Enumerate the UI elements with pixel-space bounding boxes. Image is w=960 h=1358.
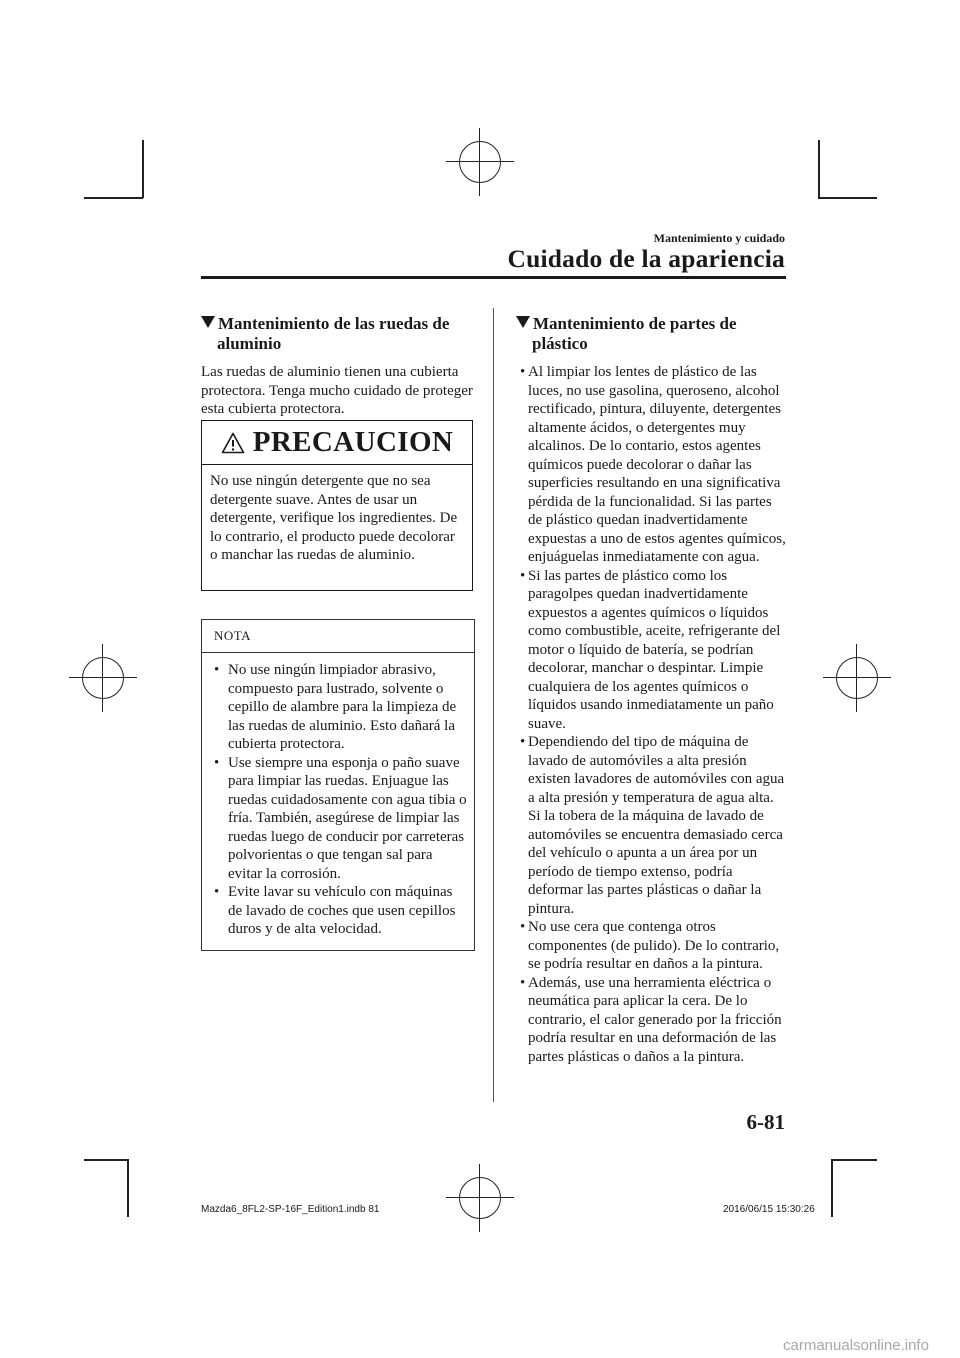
caution-title: PRECAUCION xyxy=(252,426,454,458)
caution-text: No use ningún detergente que no sea detergente suave. Antes de usar un detergente, verifique los ingredientes. De lo contrario, el producto puede decolorar o manchar las ruedas de aluminio. xyxy=(210,473,458,563)
note-item: • No use ningún limpiador abrasivo, compuesto para lustrado, solvente o cepillo de alambre para la limpieza de las ruedas de aluminio. Esto dañará la cubierta protectora. xyxy=(214,662,457,752)
plastic-parts-heading: Mantenimiento de partes de plástico xyxy=(516,314,786,353)
list-item: • Si las partes de plástico como los paragolpes quedan inadvertidamente expuestos a agentes químicos o líquidos como combustible, aceite, refrigerante del motor o líquido de batería, se podrían decolorar, manchar o despintar. Limpie cualquiera de los agentes químicos o líquidos usando inmediatamente un paño suave. xyxy=(520,567,781,732)
registration-mark-icon xyxy=(69,644,137,712)
chapter-title: Cuidado de la apariencia xyxy=(507,244,785,273)
triangle-bullet-icon xyxy=(516,316,530,328)
aluminum-wheels-intro: Las ruedas de aluminio tienen una cubierta protectora. Tenga mucho cuidado de proteger esta cubierta protectora. xyxy=(201,364,473,417)
section-name: Mantenimiento y cuidado xyxy=(653,231,785,245)
crop-mark xyxy=(127,1159,129,1217)
caution-box xyxy=(201,420,473,591)
note-item: • Evite lavar su vehículo con máquinas de lavado de coches que usen cepillos duros y de alta velocidad. xyxy=(214,884,456,937)
note-list xyxy=(202,653,474,939)
crop-mark xyxy=(831,1159,877,1161)
caution-header xyxy=(202,421,472,465)
list-item: • Dependiendo del tipo de máquina de lavado de automóviles a alta presión existen lavadores de automóviles con agua a alta presión y temperatura de agua alta. Si la tobera de la máquina de lavado de automóviles se encuentra demasiado cerca del vehículo o apunta a un área por un período de tiempo extenso, podría deformar las partes plásticas o dañar la pintura. xyxy=(520,734,785,917)
list-item: • Al limpiar los lentes de plástico de las luces, no use gasolina, queroseno, alcohol rectificado, pintura, diluyente, detergentes altamente ácidos, o detergentes muy alcalinos. De lo contario, estos agentes químicos puede decolorar o dañar las superficies resultando en una significativa pérdida de la funcionalidad. Si las partes de plástico quedan inadvertidamente expuestas a uno de estos agentes químicos, enjuáguelas inmediatamente con agua. xyxy=(520,364,786,565)
warning-triangle-icon xyxy=(221,432,245,454)
crop-mark xyxy=(142,140,144,198)
crop-mark xyxy=(831,1159,833,1217)
footer-timestamp: 2016/06/15 15:30:26 xyxy=(723,1204,815,1215)
registration-mark-icon xyxy=(823,644,891,712)
plastic-parts-list xyxy=(516,363,786,1066)
watermark: carmanualsonline.info xyxy=(783,1337,929,1354)
page-number: 6-81 xyxy=(746,1110,785,1134)
right-column xyxy=(516,314,786,1066)
registration-mark-icon xyxy=(446,1164,514,1232)
note-box xyxy=(201,619,475,951)
aluminum-wheels-heading: Mantenimiento de las ruedas de aluminio xyxy=(201,314,474,353)
registration-mark-icon xyxy=(446,128,514,196)
list-item: • Además, use una herramienta eléctrica o neumática para aplicar la cera. De lo contrario, el calor generado por la fricción podría resultar en una deformación de las partes plásticas o daños a la pintura. xyxy=(520,974,782,1065)
list-item: • No use cera que contenga otros componentes (de pulido). De lo contrario, se podría resultar en daños a la pintura. xyxy=(520,919,780,972)
triangle-bullet-icon xyxy=(201,316,215,328)
crop-mark xyxy=(818,140,820,198)
column-divider xyxy=(493,308,494,1102)
note-item: • Use siempre una esponja o paño suave para limpiar las ruedas. Enjuague las ruedas cuidadosamente con agua tibia o fría. También, asegúrese de limpiar las ruedas luego de conducir por carreteras polvorientas o que tengan sal para evitar la corrosión. xyxy=(214,754,467,882)
crop-mark xyxy=(818,197,877,199)
note-title: NOTA xyxy=(202,620,474,653)
left-column xyxy=(201,314,474,419)
header-rule xyxy=(201,276,786,279)
footer-file: Mazda6_8FL2-SP-16F_Edition1.indb 81 xyxy=(201,1204,380,1215)
crop-mark xyxy=(84,1159,128,1161)
crop-mark xyxy=(84,197,143,199)
